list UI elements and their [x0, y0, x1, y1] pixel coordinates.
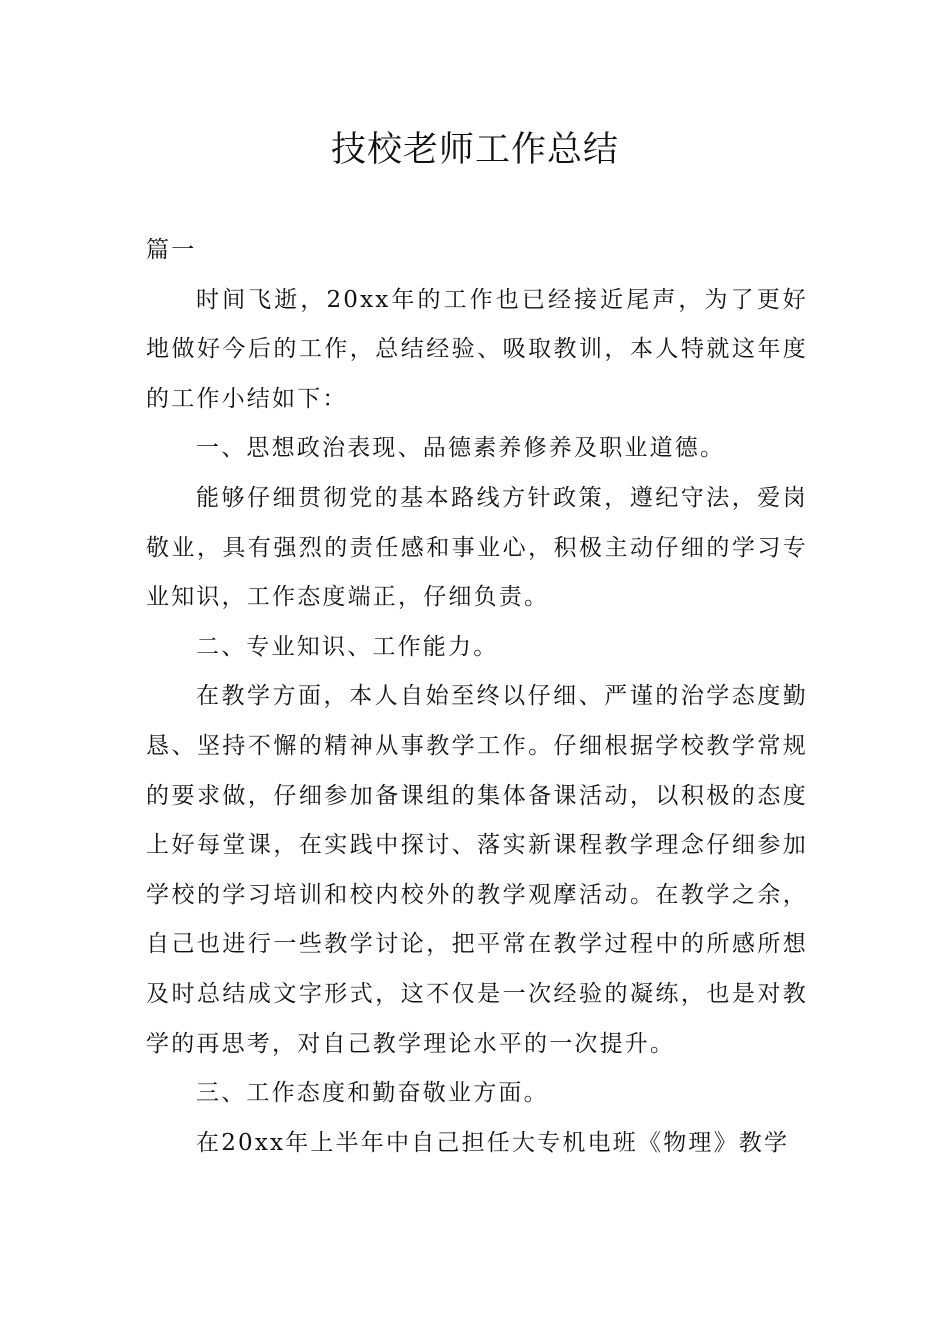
- paragraph-intro: 时间飞逝，20xx年的工作也已经接近尾声，为了更好地做好今后的工作，总结经验、吸取教训，本人特就这年度的工作小结如下：: [146, 286, 808, 412]
- paragraph-ethics: 能够仔细贯彻党的基本路线方针政策，遵纪守法，爱岗敬业，具有强烈的责任感和事业心，积极主动仔细的学习专业知识，工作态度端正，仔细负责。: [146, 484, 808, 611]
- paragraph-teaching: 在教学方面，本人自始至终以仔细、严谨的治学态度勤恳、坚持不懈的精神从事教学工作。仔细根据学校教学常规的要求做，仔细参加备课组的集体备课活动，以积极的态度上好每堂课，在实践中探讨、落实新课程教学理念仔细参加学校的学习培训和校内校外的教学观摩活动。在教学之余，自己也进行一些教学讨论，把平常在教学过程中的所感所想及时总结成文字形式，这不仅是一次经验的凝练，也是对教学的再思考，对自己教学理论水平的一次提升。: [146, 683, 808, 1057]
- section-heading-ability: 二、专业知识、工作能力。: [196, 633, 499, 660]
- paragraph-attitude: 在20xx年上半年中自己担任大专机电班《物理》教学: [196, 1129, 790, 1156]
- section-heading-ethics: 一、思想政治表现、品德素养修养及职业道德。: [196, 435, 726, 462]
- document-body: [146, 226, 808, 1168]
- section-heading-part-one: 篇一: [146, 237, 197, 263]
- document-title: 技校老师工作总结: [330, 130, 619, 170]
- section-heading-attitude: 三、工作态度和勤奋敬业方面。: [196, 1080, 549, 1107]
